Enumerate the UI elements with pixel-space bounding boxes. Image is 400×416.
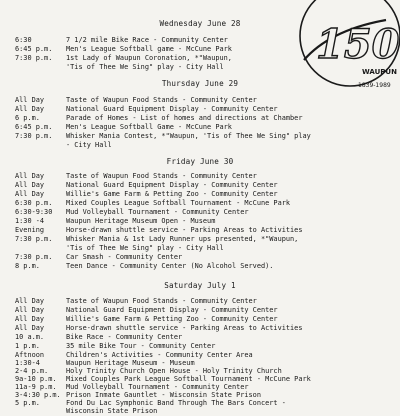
event-description: Prison Inmate Gauntlet - Wisconsin State Prison xyxy=(66,391,261,399)
event-description: Men's League Softball game - McCune Park xyxy=(66,45,232,53)
event-time: 7:30 p.m. xyxy=(15,132,53,140)
event-row xyxy=(0,190,400,199)
event-description: Fond Du Lac Symphonic Band Through The Bars Concert - xyxy=(66,399,286,407)
event-row xyxy=(0,114,400,123)
event-row xyxy=(0,132,400,141)
day-heading-thursday: Thursday June 29 xyxy=(161,79,239,88)
event-row xyxy=(0,262,400,271)
event-description: 7 1/2 mile Bike Race - Community Center xyxy=(66,36,228,44)
event-time: All Day xyxy=(15,297,45,305)
event-time: Evening xyxy=(15,226,45,234)
event-row xyxy=(0,342,400,351)
day-heading-saturday: Saturday July 1 xyxy=(164,281,236,290)
event-description-continued: 'Tis of Thee We Sing" play - City Hall xyxy=(66,244,224,252)
event-description: Parade of Homes - List of homes and directions at Chamber xyxy=(66,114,303,122)
event-description: Whisker Mania Contest, *"Waupun, 'Tis of Thee We Sing" play xyxy=(66,132,311,140)
event-time: 11a-9 p.m. xyxy=(15,383,57,391)
event-row xyxy=(0,123,400,132)
event-description: Bike Race - Community Center xyxy=(66,333,183,341)
event-description: Teen Dance - Community Center (No Alcohol Served). xyxy=(66,262,274,270)
event-row xyxy=(0,105,400,114)
event-row xyxy=(0,172,400,181)
event-time: Aftnoon xyxy=(15,351,45,359)
event-description-continued: - City Hall xyxy=(66,141,112,149)
event-time: 6 p.m. xyxy=(15,114,40,122)
event-description: Horse-drawn shuttle service - Parking Areas to Activities xyxy=(66,324,303,332)
event-row xyxy=(0,181,400,190)
event-description: Taste of Waupun Food Stands - Community Center xyxy=(66,297,257,305)
event-description: Waupun Heritage Museum - Museum xyxy=(66,359,195,367)
event-time: All Day xyxy=(15,306,45,314)
event-row xyxy=(0,306,400,315)
event-description: Mud Volleyball Tournament - Community Center xyxy=(66,208,249,216)
event-description: 1st Lady of Waupun Coronation, *"Waupun, xyxy=(66,54,232,62)
event-time: 6:45 p.m. xyxy=(15,45,53,53)
day-heading-friday: Friday June 30 xyxy=(166,157,234,166)
event-description: National Guard Equipment Display - Community Center xyxy=(66,181,278,189)
event-row xyxy=(0,96,400,105)
event-description: Willie's Game Farm & Petting Zoo - Community Center xyxy=(66,190,278,198)
event-row xyxy=(0,54,400,63)
event-row xyxy=(0,399,400,408)
event-time: 7:30 p.m. xyxy=(15,253,53,261)
event-time: 5 p.m. xyxy=(15,399,40,407)
event-row xyxy=(0,333,400,342)
event-row xyxy=(0,199,400,208)
day-heading-wednesday: Wednesday June 28 xyxy=(159,19,241,28)
event-time: All Day xyxy=(15,190,45,198)
event-time: All Day xyxy=(15,172,45,180)
event-time: 6:30-9:30 xyxy=(15,208,53,216)
event-time: 9a-10 p.m. xyxy=(15,375,57,383)
event-row xyxy=(0,208,400,217)
event-description: 35 mile Bike Tour - Community Center xyxy=(66,342,216,350)
event-row xyxy=(0,253,400,262)
event-description: Horse-drawn shuttle service - Parking Areas to Activities xyxy=(66,226,303,234)
event-row xyxy=(0,235,400,244)
event-time: All Day xyxy=(15,96,45,104)
event-description-continued: Wisconsin State Prison xyxy=(66,407,158,415)
event-description: Holy Trinity Church Open House - Holy Trinity Church xyxy=(66,367,282,375)
event-time: 8 p.m. xyxy=(15,262,40,270)
event-time: All Day xyxy=(15,315,45,323)
event-time: All Day xyxy=(15,181,45,189)
event-description: Taste of Waupun Food Stands - Community Center xyxy=(66,96,257,104)
event-row xyxy=(0,226,400,235)
event-time: All Day xyxy=(15,324,45,332)
event-time: 6:30 p.m. xyxy=(15,199,53,207)
event-row xyxy=(0,324,400,333)
event-time: 1:30 -4 xyxy=(15,217,45,225)
event-row xyxy=(0,36,400,45)
event-row xyxy=(0,315,400,324)
event-time: 2-4 p.m. xyxy=(15,367,49,375)
event-time: All Day xyxy=(15,105,45,113)
event-description: Whisker Mania & 1st Lady Runner ups presented, *"Waupun, xyxy=(66,235,299,243)
event-time: 1:30-4 xyxy=(15,359,40,367)
logo-years: 1839-1989 xyxy=(358,82,391,89)
event-row xyxy=(0,217,400,226)
event-row xyxy=(0,45,400,54)
logo-name: WAUPUN xyxy=(362,68,397,76)
event-time: 7:30 p.m. xyxy=(15,54,53,62)
event-description: Mixed Couples League Softball Tournament - McCune Park xyxy=(66,199,291,207)
event-description: Mud Volleyball Tournament - Community Center xyxy=(66,383,249,391)
event-description: Car Smash - Community Center xyxy=(66,253,183,261)
event-description: Mixed Couples Park League Softball Tournament - McCune Park xyxy=(66,375,311,383)
event-time: 3-4:30 p.m. xyxy=(15,391,61,399)
event-description: Children's Activities - Community Center Area xyxy=(66,351,253,359)
event-description: National Guard Equipment Display - Community Center xyxy=(66,306,278,314)
event-description-continued: 'Tis of Thee We Sing" play - City Hall xyxy=(66,63,224,71)
event-time: 6:45 p.m. xyxy=(15,123,53,131)
event-description: Taste of Waupun Food Stands - Community Center xyxy=(66,172,257,180)
event-time: 7:30 p.m. xyxy=(15,235,53,243)
event-description: National Guard Equipment Display - Community Center xyxy=(66,105,278,113)
event-time: 6:30 xyxy=(15,36,32,44)
event-time: 1 p.m. xyxy=(15,342,40,350)
event-row xyxy=(0,297,400,306)
event-time: 10 a.m. xyxy=(15,333,45,341)
event-description: Willie's Game Farm & Petting Zoo - Community Center xyxy=(66,315,278,323)
logo-number: 150 xyxy=(316,21,400,68)
event-description: Waupun Heritage Museum Open - Museum xyxy=(66,217,216,225)
event-description: Men's League Softball Game - McCune Park xyxy=(66,123,232,131)
